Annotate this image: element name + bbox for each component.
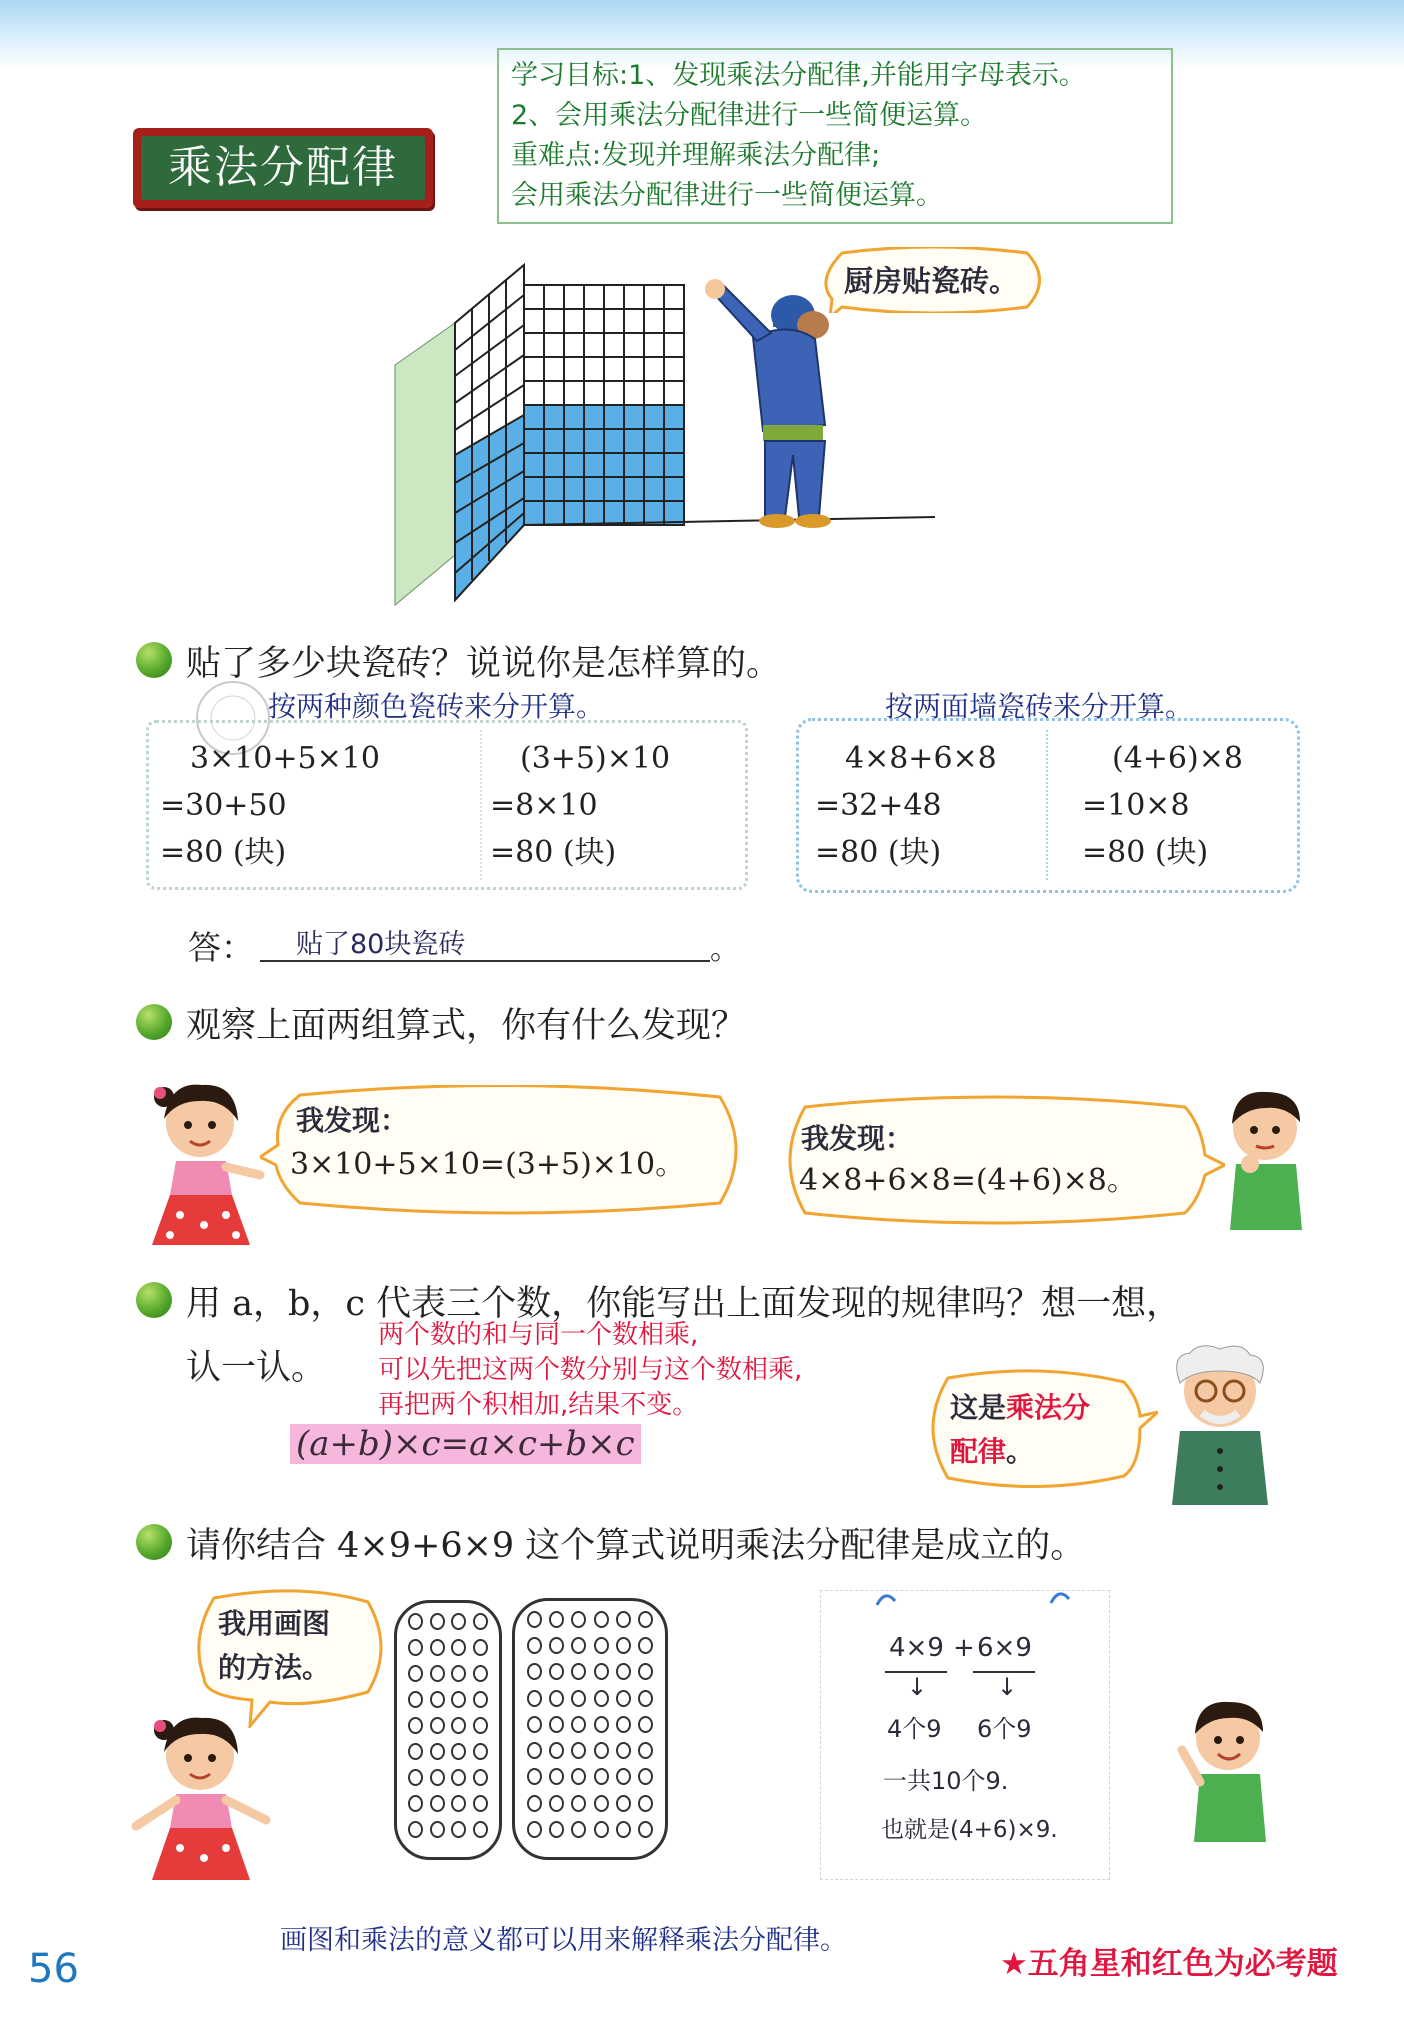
grandpa-bubble-highlight: 乘法分 [1006,1391,1091,1424]
drawn-circle [473,1613,488,1630]
drawing-bubble-text [218,1602,330,1690]
lesson-title: 乘法分配律 [141,136,425,200]
drawn-circle [638,1716,653,1733]
goal-line: 重难点:发现并理解乘法分配律; [511,140,881,171]
note-plus: + [953,1633,975,1663]
note-expression-right: 6×9 [977,1633,1032,1663]
drawn-circle [549,1742,564,1759]
required-topic-note: ★五角星和红色为必考题 [1000,1946,1338,1982]
finding-bubble-right [775,1095,1225,1225]
drawn-circle [451,1613,466,1630]
drawn-circle [549,1611,564,1628]
drawn-circle [571,1795,586,1812]
drawn-circle [594,1690,609,1707]
drawn-circle [549,1637,564,1654]
question-3-line-1: 用 a，b，c 代表三个数，你能写出上面发现的规律吗？想一想， [186,1284,1182,1324]
distributive-formula: (a+b)×c=a×c+b×c [290,1424,641,1464]
rule-statement [378,1318,802,1423]
grandpa-bubble-highlight: 配律 [950,1435,1007,1468]
drawn-circle [473,1795,488,1812]
calc-line: 3×10+5×10 [190,741,380,776]
drawn-circle [451,1769,466,1786]
drawn-circle [638,1795,653,1812]
drawn-circle [408,1717,423,1734]
method-by-color: 按两种颜色瓷砖来分开算。 [268,690,605,723]
question-3-line-2: 认一认。 [186,1348,327,1388]
drawn-circle [527,1742,542,1759]
drawn-circle [638,1742,653,1759]
drawn-circle [594,1768,609,1785]
rule-line: 再把两个积相加,结果不变。 [378,1390,699,1420]
rule-line: 两个数的和与同一个数相乘, [378,1320,699,1350]
drawn-circle [430,1743,445,1760]
footer-note: 画图和乘法的意义都可以用来解释乘法分配律。 [280,1925,847,1956]
calc-line: =80 (块) [490,835,617,870]
drawn-circle [451,1665,466,1682]
drawn-circle [549,1663,564,1680]
drawn-circle [430,1769,445,1786]
finding-bubble-left [260,1085,750,1215]
drawn-circle [571,1768,586,1785]
drawn-circle [451,1743,466,1760]
drawn-circle [571,1821,586,1838]
girl-character [130,1708,280,1888]
paper-clip-icon [873,1591,899,1611]
drawn-circle [527,1768,542,1785]
drawn-circle [616,1795,631,1812]
drawn-circle [571,1663,586,1680]
drawn-circle [527,1611,542,1628]
drawn-circle [408,1665,423,1682]
boy-character [1210,1080,1320,1240]
down-arrow-icon: ↓ [907,1673,928,1701]
note-left-meaning: 4个9 [887,1715,942,1743]
drawn-circle [451,1639,466,1656]
drawn-circle [594,1742,609,1759]
drawn-circle [638,1768,653,1785]
drawn-circle [571,1611,586,1628]
front-wall-tiles [524,285,684,525]
drawn-circle [616,1690,631,1707]
drawn-circle [638,1821,653,1838]
drawn-circle [616,1637,631,1654]
note-conclusion: 也就是(4+6)×9. [881,1817,1058,1843]
circle-group-6-by-9 [512,1598,668,1860]
answer-label: 答： [188,928,254,967]
calc-block-1 [160,735,380,876]
drawn-circle [616,1742,631,1759]
drawn-circle [571,1742,586,1759]
drawn-circle [473,1665,488,1682]
drawn-circle [408,1639,423,1656]
drawn-circle [616,1663,631,1680]
drawing-method-bubble [190,1588,395,1708]
drawn-circle [473,1743,488,1760]
drawn-circle [527,1690,542,1707]
page-number: 56 [28,1946,79,1992]
grandpa-bubble-line-1 [950,1386,1090,1426]
calc-line: (4+6)×8 [1112,741,1243,776]
worker-bubble-text: 厨房贴瓷砖。 [844,264,1019,298]
question-1: 贴了多少块瓷砖？说说你是怎样算的。 [186,644,782,684]
calc-line: =80 (块) [160,835,287,870]
drawn-circle [638,1663,653,1680]
drawn-circle [549,1795,564,1812]
drawn-circle [527,1795,542,1812]
goal-line: 会用乘法分配律进行一些简便运算。 [511,180,943,211]
drawn-circle [594,1611,609,1628]
drawn-circle [473,1717,488,1734]
drawn-circle [473,1769,488,1786]
calc-line: 4×8+6×8 [845,741,997,776]
bullet-dot [136,1004,172,1040]
drawn-circle [594,1637,609,1654]
drawn-circle [571,1716,586,1733]
note-right-meaning: 6个9 [977,1715,1032,1743]
note-total: 一共10个9. [883,1767,1009,1795]
learning-goals-box [497,48,1173,224]
drawn-circle [473,1639,488,1656]
girl-character [140,1075,270,1255]
drawn-circle [430,1639,445,1656]
drawn-circle [549,1690,564,1707]
drawn-circle [527,1663,542,1680]
drawn-circle [430,1691,445,1708]
drawn-circle [473,1821,488,1838]
drawn-circle [616,1611,631,1628]
finding-left-title: 我发现： [296,1104,409,1137]
drawn-circle [451,1821,466,1838]
drawn-circle [571,1690,586,1707]
worker-figure [705,279,831,528]
drawn-circle [408,1821,423,1838]
drawn-circle [594,1795,609,1812]
drawn-circle [527,1637,542,1654]
worker-speech-bubble [812,247,1052,313]
bullet-dot [136,1524,172,1560]
drawn-circle [638,1637,653,1654]
drawn-circle [473,1691,488,1708]
finding-right-formula: 4×8+6×8=(4+6)×8。 [799,1163,1137,1198]
calc-block-4 [1082,735,1243,876]
grandpa-character [1150,1335,1290,1515]
drawn-circle [638,1690,653,1707]
drawn-circle [430,1665,445,1682]
drawn-circle [594,1663,609,1680]
grandpa-speech-bubble [918,1368,1158,1490]
drawn-circle [616,1768,631,1785]
drawn-circle [616,1821,631,1838]
calc-line: =80 (块) [815,835,942,870]
drawn-circle [451,1795,466,1812]
answer-value: 贴了80块瓷砖 [296,929,466,960]
rule-line: 可以先把这两个数分别与这个数相乘, [378,1355,803,1385]
drawn-circle [594,1821,609,1838]
answer-line[interactable] [260,918,710,962]
drawn-circle [408,1691,423,1708]
lesson-title-plate [133,128,433,208]
calc-block-3 [815,735,997,876]
drawn-circle [451,1717,466,1734]
bullet-dot [136,642,172,678]
drawn-circle [638,1611,653,1628]
drawn-circle [430,1717,445,1734]
drawn-circle [408,1795,423,1812]
method-by-wall: 按两面墙瓷砖来分开算。 [885,690,1194,723]
drawn-circle [408,1613,423,1630]
drawn-circle [408,1769,423,1786]
drawn-circle [451,1691,466,1708]
down-arrow-icon: ↓ [997,1673,1018,1701]
calc-line: (3+5)×10 [520,741,671,776]
side-wall-tiles [455,265,524,600]
drawn-circle [430,1795,445,1812]
answer-end: 。 [710,932,740,967]
drawn-circle [571,1637,586,1654]
drawn-circle [430,1613,445,1630]
divider [1046,730,1048,880]
divider [480,730,482,880]
grandpa-bubble-end: 。 [1006,1435,1035,1468]
calc-line: =80 (块) [1082,835,1209,870]
grandpa-bubble-text: 这是 [950,1391,1007,1424]
paper-clip-icon [1047,1589,1073,1609]
calc-line: =8×10 [490,788,598,823]
drawn-circle [616,1716,631,1733]
drawn-circle [527,1821,542,1838]
circle-group-4-by-9 [394,1600,502,1860]
bullet-dot [136,1282,172,1318]
drawing-bubble-line: 的方法。 [218,1651,331,1684]
grandpa-bubble-line-2 [950,1430,1034,1470]
question-2: 观察上面两组算式，你有什么发现？ [186,1006,747,1046]
handwritten-notes [820,1590,1110,1880]
calc-line: =32+48 [815,788,942,823]
goal-line: 2、会用乘法分配律进行一些简便运算。 [511,100,988,131]
calc-line: =30+50 [160,788,287,823]
calc-line: =10×8 [1082,788,1190,823]
drawn-circle [549,1821,564,1838]
finding-right-title: 我发现： [801,1122,914,1155]
finding-left-formula: 3×10+5×10=(3+5)×10。 [290,1147,686,1182]
boy-character [1168,1690,1288,1850]
drawn-circle [594,1716,609,1733]
drawn-circle [549,1716,564,1733]
drawn-circle [408,1743,423,1760]
note-expression-left: 4×9 [889,1633,944,1663]
calc-block-2 [490,735,670,876]
drawn-circle [549,1768,564,1785]
drawing-bubble-line: 我用画图 [218,1607,331,1640]
question-4: 请你结合 4×9+6×9 这个算式说明乘法分配律是成立的。 [186,1526,1086,1566]
drawn-circle [527,1716,542,1733]
goal-line: 学习目标:1、发现乘法分配律,并能用字母表示。 [511,60,1086,91]
drawn-circle [430,1821,445,1838]
